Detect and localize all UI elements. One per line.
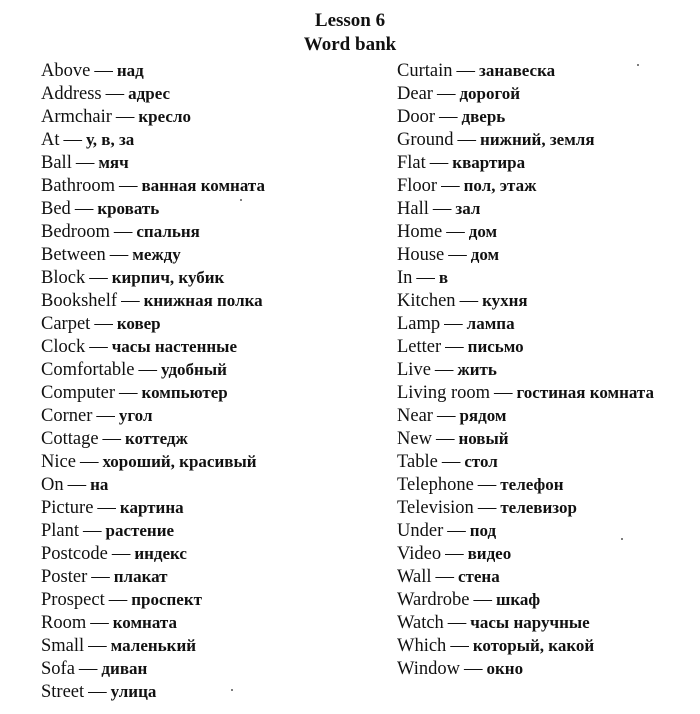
vocab-entry bbox=[41, 680, 381, 703]
vocab-translation: нижний, земля bbox=[480, 130, 595, 149]
vocab-separator: — bbox=[456, 61, 475, 81]
vocab-entry bbox=[397, 151, 700, 174]
vocab-separator: — bbox=[447, 521, 466, 541]
vocab-translation: в bbox=[438, 268, 449, 287]
vocab-separator: — bbox=[429, 153, 449, 173]
vocab-separator: — bbox=[111, 544, 131, 564]
vocab-separator: — bbox=[473, 590, 492, 610]
vocab-translation: дом bbox=[468, 222, 498, 241]
vocab-translation: пол, этаж bbox=[463, 176, 537, 195]
vocab-term: Telephone bbox=[397, 475, 474, 495]
vocab-entry bbox=[397, 473, 700, 496]
vocab-separator: — bbox=[67, 475, 87, 495]
vocab-translation: мяч bbox=[98, 153, 129, 172]
vocab-translation: над bbox=[116, 61, 144, 80]
vocab-term: Under bbox=[397, 521, 444, 541]
vocab-term: Cottage bbox=[41, 429, 99, 449]
vocab-entry bbox=[41, 611, 381, 634]
vocab-translation: который, какой bbox=[472, 636, 595, 655]
vocab-translation: диван bbox=[101, 659, 148, 678]
vocab-entry bbox=[41, 197, 381, 220]
vocab-entry bbox=[397, 105, 700, 128]
vocab-separator: — bbox=[435, 429, 455, 449]
vocab-translation: на bbox=[90, 475, 109, 494]
vocab-entry bbox=[397, 289, 700, 312]
vocab-term: Wardrobe bbox=[397, 590, 470, 610]
vocab-separator: — bbox=[94, 314, 113, 334]
vocab-term: House bbox=[397, 245, 445, 265]
vocab-entry bbox=[397, 266, 700, 289]
vocab-separator: — bbox=[477, 498, 497, 518]
vocab-entry bbox=[41, 358, 381, 381]
vocab-translation: новый bbox=[458, 429, 509, 448]
vocab-separator: — bbox=[477, 475, 497, 495]
vocab-translation: кровать bbox=[97, 199, 160, 218]
vocab-term: Clock bbox=[41, 337, 86, 357]
vocab-translation: под bbox=[469, 521, 497, 540]
vocab-term: Small bbox=[41, 636, 85, 656]
vocab-term: Bed bbox=[41, 199, 71, 219]
vocab-separator: — bbox=[436, 406, 456, 426]
vocab-separator: — bbox=[448, 245, 467, 265]
vocab-term: Flat bbox=[397, 153, 426, 173]
vocab-term: Above bbox=[41, 61, 91, 81]
vocab-translation: окно bbox=[486, 659, 524, 678]
vocab-translation: дорогой bbox=[459, 84, 521, 103]
vocab-translation: кухня bbox=[482, 291, 528, 310]
vocab-separator: — bbox=[113, 222, 133, 242]
lesson-title: Lesson 6 bbox=[314, 10, 386, 31]
vocab-translation: гостиная комната bbox=[516, 383, 654, 402]
vocab-separator: — bbox=[91, 567, 110, 587]
vocab-term: Street bbox=[41, 682, 85, 702]
scan-speck bbox=[240, 199, 242, 201]
vocab-entry bbox=[41, 312, 381, 335]
vocab-translation: часы наручные bbox=[470, 613, 590, 632]
vocab-separator: — bbox=[416, 268, 435, 288]
vocab-translation: индекс bbox=[134, 544, 187, 563]
vocab-translation: часы настенные bbox=[111, 337, 238, 356]
vocab-separator: — bbox=[436, 84, 456, 104]
vocab-translation: улица bbox=[110, 682, 157, 701]
vocab-entry bbox=[41, 105, 381, 128]
vocab-term: Prospect bbox=[41, 590, 105, 610]
vocab-translation: хороший, красивый bbox=[102, 452, 257, 471]
vocab-term: Picture bbox=[41, 498, 94, 518]
vocab-entry bbox=[41, 588, 381, 611]
vocab-separator: — bbox=[447, 613, 467, 633]
vocab-separator: — bbox=[74, 199, 94, 219]
vocab-term: Armchair bbox=[41, 107, 112, 127]
vocab-translation: между bbox=[132, 245, 181, 264]
vocab-entry bbox=[397, 312, 700, 335]
vocab-separator: — bbox=[105, 84, 125, 104]
vocab-term: Near bbox=[397, 406, 433, 426]
vocab-translation: комната bbox=[112, 613, 177, 632]
vocab-term: Lamp bbox=[397, 314, 441, 334]
vocab-separator: — bbox=[115, 107, 135, 127]
vocab-translation: лампа bbox=[466, 314, 515, 333]
vocab-separator: — bbox=[446, 222, 465, 242]
vocab-translation: кресло bbox=[138, 107, 191, 126]
vocab-entry bbox=[397, 404, 700, 427]
vocab-entry bbox=[41, 450, 381, 473]
vocab-translation: угол bbox=[118, 406, 153, 425]
vocab-term: Door bbox=[397, 107, 436, 127]
vocab-translation: телевизор bbox=[500, 498, 577, 517]
vocab-separator: — bbox=[435, 567, 454, 587]
vocab-separator: — bbox=[459, 291, 479, 311]
vocab-separator: — bbox=[121, 291, 140, 311]
vocab-entry bbox=[41, 128, 381, 151]
vocab-translation: дом bbox=[470, 245, 500, 264]
vocab-separator: — bbox=[88, 682, 107, 702]
vocab-separator: — bbox=[88, 636, 107, 656]
vocab-term: Plant bbox=[41, 521, 80, 541]
vocab-entry bbox=[41, 266, 381, 289]
vocab-entry bbox=[397, 358, 700, 381]
vocab-separator: — bbox=[94, 61, 113, 81]
vocab-term: Comfortable bbox=[41, 360, 135, 380]
vocab-translation: адрес bbox=[128, 84, 170, 103]
vocab-entry bbox=[397, 450, 700, 473]
vocab-separator: — bbox=[441, 176, 460, 196]
vocab-term: Ball bbox=[41, 153, 72, 173]
vocab-translation: шкаф bbox=[495, 590, 541, 609]
vocab-translation: картина bbox=[119, 498, 184, 517]
vocab-separator: — bbox=[494, 383, 513, 403]
vocab-separator: — bbox=[434, 360, 454, 380]
vocab-term: Live bbox=[397, 360, 431, 380]
vocab-entry bbox=[41, 243, 381, 266]
vocab-entry bbox=[41, 59, 381, 82]
vocab-term: Wall bbox=[397, 567, 432, 587]
vocab-separator: — bbox=[119, 383, 138, 403]
vocab-entry bbox=[397, 82, 700, 105]
vocab-translation: занавеска bbox=[479, 61, 556, 80]
vocab-term: Television bbox=[397, 498, 474, 518]
vocab-entry bbox=[397, 128, 700, 151]
vocab-entry bbox=[41, 381, 381, 404]
vocab-separator: — bbox=[450, 636, 469, 656]
vocab-entry bbox=[41, 634, 381, 657]
vocab-separator: — bbox=[432, 199, 452, 219]
vocab-separator: — bbox=[97, 498, 116, 518]
vocab-separator: — bbox=[444, 314, 463, 334]
vocab-entry bbox=[397, 243, 700, 266]
vocab-separator: — bbox=[102, 429, 122, 449]
vocab-entry bbox=[41, 542, 381, 565]
vocab-translation: стол bbox=[464, 452, 498, 471]
vocab-term: Window bbox=[397, 659, 460, 679]
vocab-term: Kitchen bbox=[397, 291, 456, 311]
vocab-term: Video bbox=[397, 544, 442, 564]
vocab-term: Living room bbox=[397, 383, 491, 403]
vocab-entry bbox=[397, 220, 700, 243]
vocab-translation: ванная комната bbox=[141, 176, 265, 195]
vocab-term: Poster bbox=[41, 567, 88, 587]
vocab-term: Block bbox=[41, 268, 86, 288]
vocab-term: New bbox=[397, 429, 432, 449]
vocab-translation: кирпич, кубик bbox=[111, 268, 225, 287]
vocab-term: Letter bbox=[397, 337, 442, 357]
vocab-term: Bookshelf bbox=[41, 291, 118, 311]
vocab-separator: — bbox=[109, 245, 129, 265]
vocab-translation: письмо bbox=[467, 337, 524, 356]
vocab-separator: — bbox=[89, 268, 108, 288]
vocab-separator: — bbox=[78, 659, 98, 679]
vocab-entry bbox=[397, 381, 700, 404]
vocab-separator: — bbox=[463, 659, 483, 679]
vocab-entry bbox=[397, 657, 700, 680]
vocab-translation: спальня bbox=[136, 222, 200, 241]
vocab-term: Room bbox=[41, 613, 87, 633]
vocab-entry bbox=[41, 496, 381, 519]
scan-speck bbox=[621, 538, 623, 540]
vocab-translation: дверь bbox=[461, 107, 506, 126]
vocab-translation: у, в, за bbox=[86, 130, 135, 149]
vocab-entry bbox=[397, 174, 700, 197]
vocab-term: Corner bbox=[41, 406, 93, 426]
vocab-term: Table bbox=[397, 452, 438, 472]
vocab-term: Home bbox=[397, 222, 443, 242]
vocab-entry bbox=[41, 151, 381, 174]
vocab-separator: — bbox=[63, 130, 82, 150]
vocab-entry bbox=[41, 220, 381, 243]
vocab-entry bbox=[41, 82, 381, 105]
vocab-term: Address bbox=[41, 84, 102, 104]
vocab-translation: плакат bbox=[113, 567, 168, 586]
vocab-translation: книжная полка bbox=[143, 291, 263, 310]
vocab-separator: — bbox=[439, 107, 458, 127]
vocab-entry bbox=[41, 289, 381, 312]
vocab-entry bbox=[397, 427, 700, 450]
vocab-term: Which bbox=[397, 636, 447, 656]
vocab-term: Curtain bbox=[397, 61, 453, 81]
vocab-translation: растение bbox=[105, 521, 175, 540]
vocab-separator: — bbox=[89, 337, 108, 357]
vocab-entry bbox=[41, 473, 381, 496]
vocab-separator: — bbox=[119, 176, 138, 196]
vocab-entry bbox=[41, 519, 381, 542]
vocab-translation: стена bbox=[457, 567, 500, 586]
vocab-entry bbox=[41, 174, 381, 197]
word-list-left bbox=[41, 59, 381, 703]
vocab-separator: — bbox=[75, 153, 95, 173]
vocab-translation: маленький bbox=[110, 636, 197, 655]
vocab-entry bbox=[397, 59, 700, 82]
vocab-entry bbox=[41, 657, 381, 680]
vocab-entry bbox=[41, 335, 381, 358]
vocab-separator: — bbox=[83, 521, 102, 541]
vocab-term: Bedroom bbox=[41, 222, 110, 242]
vocab-entry bbox=[397, 496, 700, 519]
vocab-translation: компьютер bbox=[141, 383, 228, 402]
vocab-entry bbox=[397, 335, 700, 358]
vocab-term: Ground bbox=[397, 130, 454, 150]
section-title: Word bank bbox=[303, 34, 397, 55]
vocab-term: Watch bbox=[397, 613, 444, 633]
vocab-term: Nice bbox=[41, 452, 76, 472]
vocab-term: Between bbox=[41, 245, 106, 265]
scan-speck bbox=[637, 64, 639, 66]
vocab-translation: ковер bbox=[116, 314, 161, 333]
vocab-separator: — bbox=[108, 590, 128, 610]
vocab-entry bbox=[397, 519, 700, 542]
vocab-entry bbox=[397, 588, 700, 611]
vocab-term: Computer bbox=[41, 383, 115, 403]
vocab-entry bbox=[397, 634, 700, 657]
vocab-entry bbox=[397, 542, 700, 565]
vocab-term: Postcode bbox=[41, 544, 108, 564]
vocab-term: At bbox=[41, 130, 60, 150]
vocab-term: Bathroom bbox=[41, 176, 115, 196]
vocab-translation: зал bbox=[455, 199, 481, 218]
vocab-term: Hall bbox=[397, 199, 429, 219]
vocab-separator: — bbox=[90, 613, 109, 633]
word-list-right bbox=[397, 59, 700, 680]
vocab-term: In bbox=[397, 268, 413, 288]
vocab-translation: рядом bbox=[459, 406, 507, 425]
vocab-separator: — bbox=[441, 452, 461, 472]
vocab-translation: удобный bbox=[161, 360, 227, 379]
vocab-entry bbox=[41, 427, 381, 450]
vocab-separator: — bbox=[445, 544, 464, 564]
vocab-separator: — bbox=[457, 130, 477, 150]
vocab-entry bbox=[41, 565, 381, 588]
vocab-translation: видео bbox=[467, 544, 512, 563]
vocab-translation: квартира bbox=[452, 153, 526, 172]
vocab-separator: — bbox=[445, 337, 464, 357]
vocab-term: Dear bbox=[397, 84, 433, 104]
vocab-term: On bbox=[41, 475, 64, 495]
vocab-entry bbox=[397, 197, 700, 220]
vocab-translation: коттедж bbox=[125, 429, 188, 448]
scan-speck bbox=[231, 689, 233, 691]
vocab-entry bbox=[41, 404, 381, 427]
vocab-term: Floor bbox=[397, 176, 438, 196]
vocab-translation: проспект bbox=[131, 590, 202, 609]
vocab-separator: — bbox=[138, 360, 158, 380]
vocab-separator: — bbox=[96, 406, 115, 426]
vocab-term: Sofa bbox=[41, 659, 75, 679]
vocab-separator: — bbox=[79, 452, 99, 472]
vocab-translation: жить bbox=[457, 360, 497, 379]
vocab-translation: телефон bbox=[500, 475, 564, 494]
vocab-entry bbox=[397, 611, 700, 634]
vocab-entry bbox=[397, 565, 700, 588]
vocab-term: Carpet bbox=[41, 314, 91, 334]
